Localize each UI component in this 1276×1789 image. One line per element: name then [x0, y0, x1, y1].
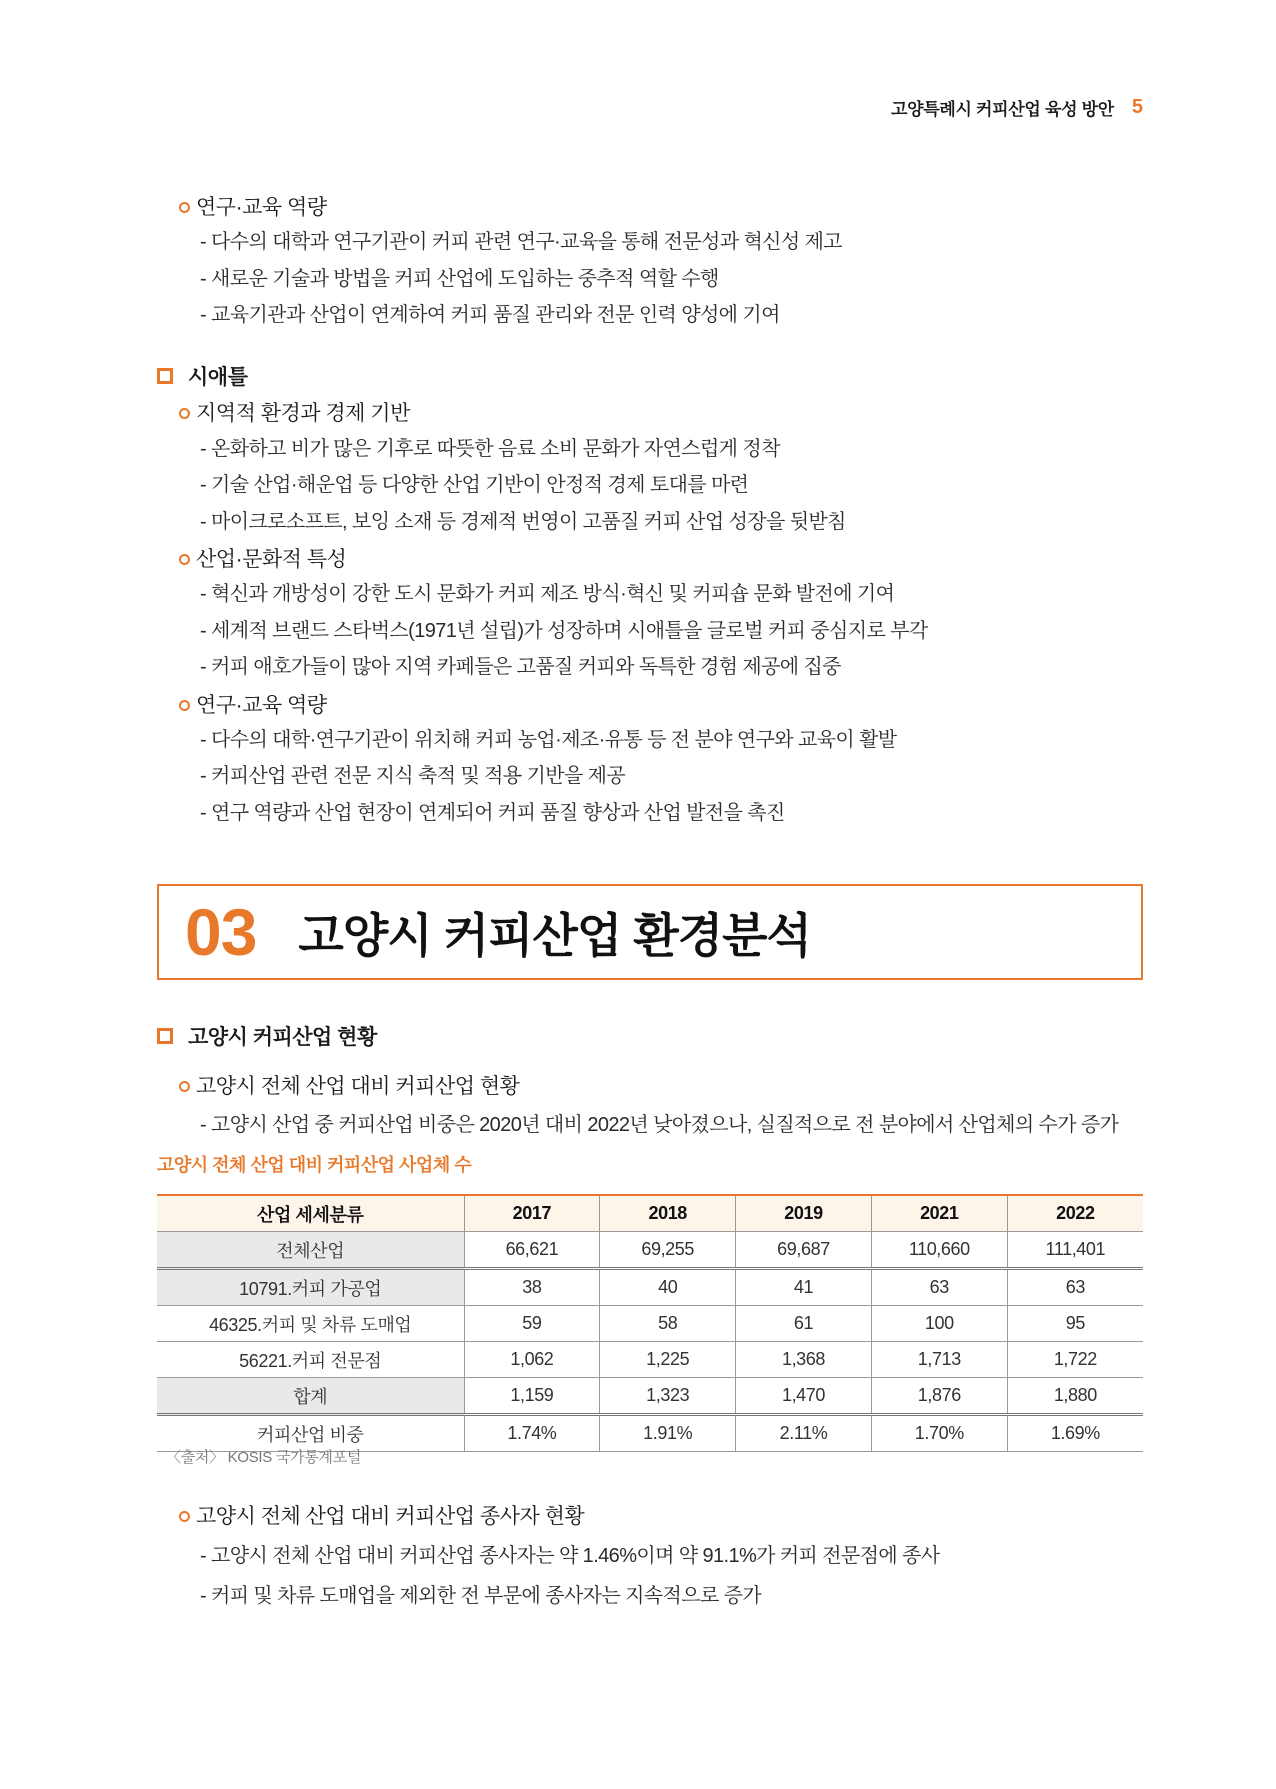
subsection-heading	[179, 188, 327, 224]
table-row-label: 전체산업	[157, 1232, 464, 1269]
table-header-row	[157, 1195, 1143, 1232]
table-cell: 111,401	[1007, 1232, 1143, 1269]
running-header-title: 고양특례시 커피산업 육성 방안	[891, 99, 1114, 119]
subsection-heading-text: 산업·문화적 특성	[196, 548, 347, 571]
table-cell: 69,687	[736, 1232, 872, 1269]
table-header-category: 산업 세세분류	[157, 1195, 464, 1232]
table-cell: 1.74%	[464, 1415, 600, 1452]
subsection-heading	[179, 394, 410, 430]
table-caption: 고양시 전체 산업 대비 커피산업 사업체 수	[157, 1155, 472, 1175]
table-row	[157, 1269, 1143, 1306]
subsection-heading-text: 연구·교육 역량	[196, 694, 327, 717]
table-cell: 2.11%	[736, 1415, 872, 1452]
chapter-number: 03	[185, 895, 257, 969]
table-cell: 95	[1007, 1306, 1143, 1342]
running-header	[891, 94, 1143, 120]
list-item: - 커피산업 관련 전문 지식 축적 및 적용 기반을 제공	[200, 765, 626, 787]
chapter-title: 고양시 커피산업 환경분석	[298, 908, 811, 962]
list-item: - 세계적 브랜드 스타벅스(1971년 설립)가 성장하며 시애틀을 글로벌 커피 중심지로 부각	[200, 620, 928, 642]
table-source-note: 〈출처〉 KOSIS 국가통계포털	[166, 1449, 362, 1466]
circle-bullet-icon	[179, 1081, 190, 1092]
table-cell: 1,876	[871, 1378, 1007, 1415]
circle-bullet-icon	[179, 700, 190, 711]
section-heading	[157, 1018, 377, 1054]
list-item: - 다수의 대학·연구기관이 위치해 커피 농업·제조·유통 등 전 분야 연구와 교육이 활발	[200, 729, 897, 751]
table-cell: 100	[871, 1306, 1007, 1342]
table-row	[157, 1378, 1143, 1415]
subsection-heading-text: 고양시 전체 산업 대비 커피산업 현황	[196, 1075, 520, 1098]
list-item: - 기술 산업·해운업 등 다양한 산업 기반이 안정적 경제 토대를 마련	[200, 474, 749, 496]
circle-bullet-icon	[179, 202, 190, 213]
table-header-year: 2017	[464, 1195, 600, 1232]
subsection-heading	[179, 1497, 584, 1533]
table-cell: 63	[871, 1269, 1007, 1306]
list-item: - 연구 역량과 산업 현장이 연계되어 커피 품질 향상과 산업 발전을 촉진	[200, 802, 785, 824]
subsection-heading	[179, 540, 346, 576]
list-item: - 고양시 전체 산업 대비 커피산업 종사자는 약 1.46%이며 약 91.1%가 커피 전문점에 종사	[200, 1545, 940, 1567]
subsection-heading-text: 연구·교육 역량	[196, 196, 327, 219]
table-body	[157, 1232, 1143, 1452]
table-row	[157, 1232, 1143, 1269]
list-item: - 다수의 대학과 연구기관이 커피 관련 연구·교육을 통해 전문성과 혁신성 제고	[200, 231, 843, 253]
table-row	[157, 1415, 1143, 1452]
table-row-label: 56221.커피 전문점	[157, 1342, 464, 1378]
table-row-label: 10791.커피 가공업	[157, 1269, 464, 1306]
subsection-heading-text: 지역적 환경과 경제 기반	[196, 402, 410, 425]
table-cell: 1.70%	[871, 1415, 1007, 1452]
page-number: 5	[1131, 95, 1143, 118]
table-cell: 1,225	[600, 1342, 736, 1378]
table-cell: 66,621	[464, 1232, 600, 1269]
table-cell: 40	[600, 1269, 736, 1306]
circle-bullet-icon	[179, 1511, 190, 1522]
table-cell: 1,470	[736, 1378, 872, 1415]
list-item: - 커피 및 차류 도매업을 제외한 전 부문에 종사자는 지속적으로 증가	[200, 1585, 762, 1607]
table-cell: 1,722	[1007, 1342, 1143, 1378]
table-cell: 1,713	[871, 1342, 1007, 1378]
square-bullet-icon	[157, 1028, 173, 1044]
table-cell: 1.69%	[1007, 1415, 1143, 1452]
table-row	[157, 1342, 1143, 1378]
subsection-heading	[179, 1067, 519, 1103]
table-cell: 41	[736, 1269, 872, 1306]
list-item: - 교육기관과 산업이 연계하여 커피 품질 관리와 전문 인력 양성에 기여	[200, 304, 780, 326]
table-header-year: 2021	[871, 1195, 1007, 1232]
table-cell: 1.91%	[600, 1415, 736, 1452]
table-row	[157, 1306, 1143, 1342]
table-cell: 38	[464, 1269, 600, 1306]
table-header-year: 2018	[600, 1195, 736, 1232]
table-cell: 1,368	[736, 1342, 872, 1378]
list-item: - 마이크로소프트, 보잉 소재 등 경제적 번영이 고품질 커피 산업 성장을 뒷받침	[200, 511, 846, 533]
table-row-label: 46325.커피 및 차류 도매업	[157, 1306, 464, 1342]
table-header-year: 2022	[1007, 1195, 1143, 1232]
list-item: - 온화하고 비가 많은 기후로 따뜻한 음료 소비 문화가 자연스럽게 정착	[200, 438, 780, 460]
circle-bullet-icon	[179, 554, 190, 565]
table-cell: 69,255	[600, 1232, 736, 1269]
section-heading-text: 시애틀	[188, 366, 248, 389]
subsection-heading	[179, 686, 327, 722]
table-header-year: 2019	[736, 1195, 872, 1232]
list-item: - 혁신과 개방성이 강한 도시 문화가 커피 제조 방식·혁신 및 커피숍 문화 발전에 기여	[200, 583, 895, 605]
list-item: - 고양시 산업 중 커피산업 비중은 2020년 대비 2022년 낮아졌으나, 실질적으로 전 분야에서 산업체의 수가 증가	[200, 1114, 1119, 1136]
chapter-title-box	[157, 884, 1143, 980]
section-heading	[157, 358, 247, 394]
table-cell: 1,880	[1007, 1378, 1143, 1415]
table-row-label: 합계	[157, 1378, 464, 1415]
section-heading-text: 고양시 커피산업 현황	[188, 1026, 377, 1049]
table-cell: 61	[736, 1306, 872, 1342]
table-header	[157, 1195, 1143, 1232]
table-row-label: 커피산업 비중	[157, 1415, 464, 1452]
table-cell: 1,062	[464, 1342, 600, 1378]
table-cell: 110,660	[871, 1232, 1007, 1269]
table-cell: 1,159	[464, 1378, 600, 1415]
list-item: - 새로운 기술과 방법을 커피 산업에 도입하는 중추적 역할 수행	[200, 268, 719, 290]
business-count-table	[157, 1194, 1143, 1452]
list-item: - 커피 애호가들이 많아 지역 카페들은 고품질 커피와 독특한 경험 제공에 집중	[200, 656, 841, 678]
table-cell: 1,323	[600, 1378, 736, 1415]
table-cell: 59	[464, 1306, 600, 1342]
table-cell: 58	[600, 1306, 736, 1342]
circle-bullet-icon	[179, 408, 190, 419]
subsection-heading-text: 고양시 전체 산업 대비 커피산업 종사자 현황	[196, 1505, 585, 1528]
table-cell: 63	[1007, 1269, 1143, 1306]
square-bullet-icon	[157, 368, 173, 384]
